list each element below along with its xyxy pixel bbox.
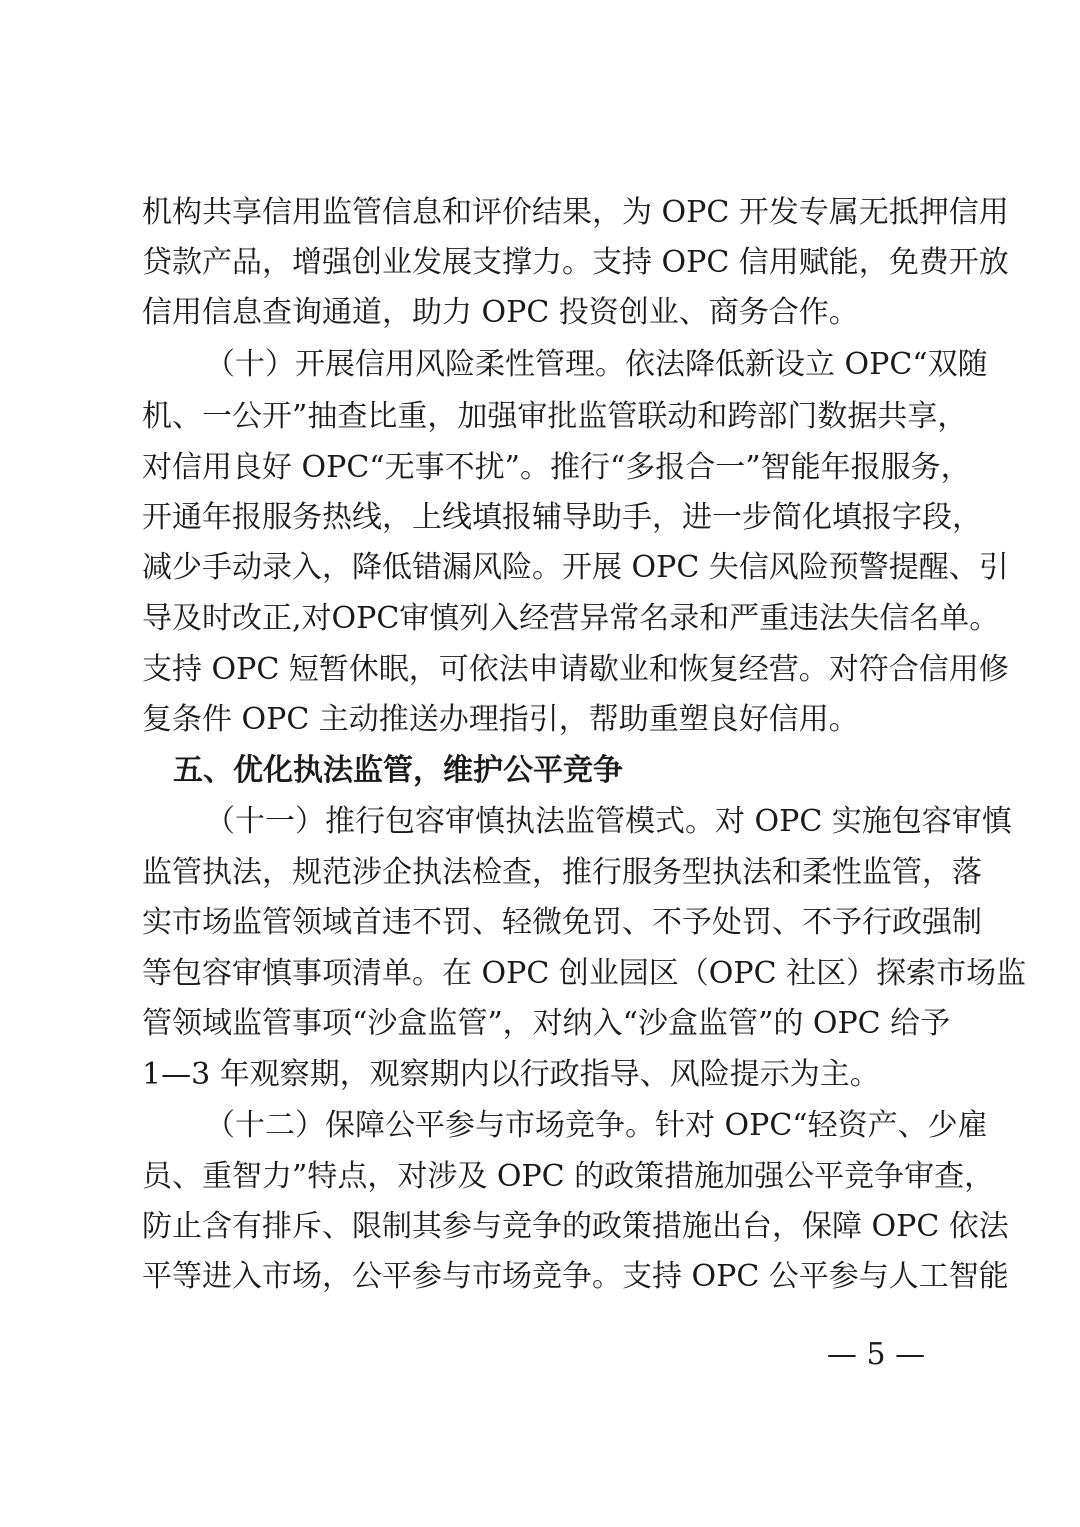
section-heading: 五、优化执法监管，维护公平竞争: [173, 753, 623, 788]
paragraph-first-line: （十一）推行包容审慎执法监管模式。对 OPC 实施包容审慎: [205, 804, 1012, 839]
body-line: 机构共享信用监管信息和评价结果，为 OPC 开发专属无抵押信用: [142, 195, 1009, 230]
body-line: 开通年报服务热线，上线填报辅导助手，进一步简化填报字段，: [142, 500, 982, 535]
body-line: 员、重智力”特点，对涉及 OPC 的政策措施加强公平竞争审查，: [142, 1159, 995, 1194]
body-line: 1—3 年观察期，观察期内以行政指导、风险提示为主。: [142, 1057, 880, 1092]
body-line: 管领域监管事项“沙盒监管”，对纳入“沙盒监管”的 OPC 给予: [142, 1006, 951, 1041]
body-line: 导及时改正,对OPC审慎列入经营异常名录和严重违法失信名单。: [142, 601, 1000, 636]
body-line: 减少手动录入，降低错漏风险。开展 OPC 失信风险预警提醒、引: [142, 550, 1009, 585]
body-line: 监管执法，规范涉企执法检查，推行服务型执法和柔性监管，落: [142, 855, 982, 890]
paragraph-first-line: （十二）保障公平参与市场竞争。针对 OPC“轻资产、少雇: [205, 1108, 988, 1143]
body-line: 防止含有排斥、限制其参与竞争的政策措施出台，保障 OPC 依法: [142, 1209, 1009, 1244]
body-line: 实市场监管领域首违不罚、轻微免罚、不予处罚、不予行政强制: [142, 905, 982, 940]
body-line: 信用信息查询通道，助力 OPC 投资创业、商务合作。: [142, 295, 859, 330]
body-line: 等包容审慎事项清单。在 OPC 创业园区（OPC 社区）探索市场监: [142, 956, 1027, 991]
body-line: 平等进入市场，公平参与市场竞争。支持 OPC 公平参与人工智能: [142, 1259, 1009, 1294]
body-line: 复条件 OPC 主动推送办理指引，帮助重塑良好信用。: [142, 702, 859, 737]
body-line: 贷款产品，增强创业发展支撑力。支持 OPC 信用赋能，免费开放: [142, 245, 1009, 280]
paragraph-first-line: （十）开展信用风险柔性管理。依法降低新设立 OPC“双随: [205, 347, 988, 382]
body-line: 对信用良好 OPC“无事不扰”。推行“多报合一”智能年报服务，: [142, 450, 971, 485]
body-line: 机、一公开”抽查比重，加强审批监管联动和跨部门数据共享，: [142, 399, 968, 434]
page-number: — 5 —: [826, 1337, 926, 1372]
body-line: 支持 OPC 短暂休眠，可依法申请歇业和恢复经营。对符合信用修: [142, 652, 1009, 687]
